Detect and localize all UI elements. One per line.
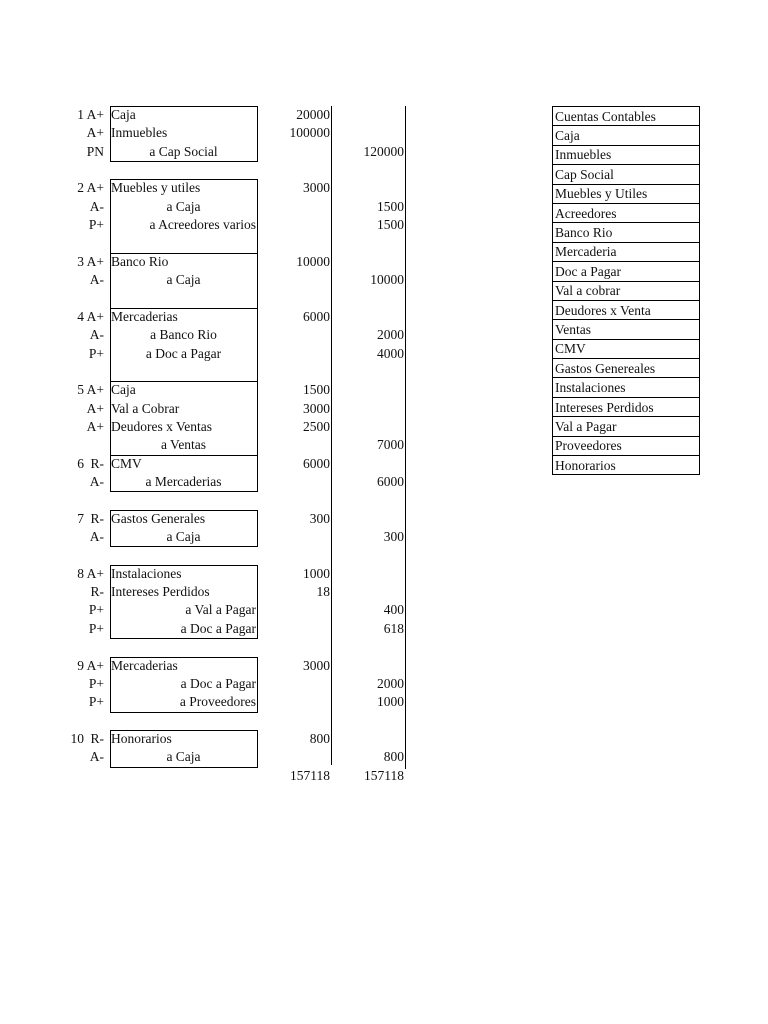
debit-amount: 18 — [316, 584, 330, 600]
entry-code: A+ — [86, 308, 104, 324]
credit-amount: 10000 — [370, 272, 404, 288]
debit-amount: 3000 — [303, 180, 330, 196]
credit-amount: 7000 — [377, 437, 404, 453]
entry-code: R- — [90, 510, 104, 526]
account-name: Cap Social — [553, 165, 700, 184]
entry-account: Mercaderias — [111, 308, 178, 324]
account-name: Deudores x Venta — [553, 300, 700, 319]
credit-amount: 1500 — [377, 217, 404, 233]
entry-account: Mercaderias — [111, 657, 178, 673]
entry-number: 9 — [77, 657, 84, 673]
account-row — [553, 165, 700, 184]
entry-account: Val a Cobrar — [111, 400, 180, 416]
account-row — [553, 203, 700, 222]
account-row — [553, 126, 700, 145]
debit-amount: 2500 — [303, 418, 330, 434]
entry-account: Inmuebles — [111, 125, 168, 141]
entry-number: 2 — [77, 180, 84, 196]
entry-number: 8 — [77, 565, 84, 581]
entry-account: CMV — [111, 455, 142, 471]
entry-code: R- — [90, 730, 104, 746]
entry-number: 4 — [77, 308, 84, 324]
entry-account: Gastos Generales — [111, 510, 206, 526]
account-name: Honorarios — [553, 456, 700, 475]
entry-account: a Caja — [166, 272, 201, 288]
entry-code: R- — [90, 584, 104, 600]
credit-amount: 120000 — [363, 143, 404, 159]
credit-amount: 2000 — [377, 675, 404, 691]
debit-amount: 3000 — [303, 400, 330, 416]
account-row — [553, 300, 700, 319]
account-name: Muebles y Utiles — [553, 184, 700, 203]
account-row — [553, 359, 700, 378]
entry-code: A+ — [86, 253, 104, 269]
entry-account: a Doc a Pagar — [180, 620, 256, 636]
account-name: Banco Rio — [553, 223, 700, 242]
credit-amount: 618 — [383, 620, 404, 636]
entry-code: A- — [89, 327, 104, 343]
credit-amount: 300 — [383, 529, 404, 545]
entry-account: a Caja — [166, 529, 201, 545]
debit-amount: 10000 — [296, 253, 330, 269]
entry-code: A- — [89, 749, 104, 765]
entry-account: a Ventas — [160, 437, 207, 453]
account-name: Gastos Genereales — [553, 359, 700, 378]
account-row — [553, 397, 700, 416]
account-row — [553, 378, 700, 397]
account-name: Val a cobrar — [553, 281, 700, 300]
accounts-table — [552, 106, 700, 475]
debit-amount: 800 — [309, 730, 330, 746]
debit-amount: 1500 — [303, 382, 330, 398]
credit-amount: 2000 — [377, 327, 404, 343]
entry-number: 3 — [77, 253, 84, 269]
entry-account: a Doc a Pagar — [180, 675, 256, 691]
account-row — [553, 184, 700, 203]
entry-account: Banco Rio — [111, 253, 169, 269]
entry-number: 1 — [77, 107, 84, 122]
credit-amount: 6000 — [377, 474, 404, 489]
entry-code: P+ — [88, 694, 104, 710]
debit-amount: 1000 — [303, 565, 330, 581]
entry-account: a Doc a Pagar — [145, 345, 222, 361]
account-row — [553, 436, 700, 455]
entry-code: P+ — [88, 217, 104, 233]
total-credit: 157118 — [364, 767, 404, 783]
account-row — [553, 456, 700, 475]
accounts-title-row — [553, 107, 700, 126]
entry-account: Caja — [111, 382, 136, 398]
entry-account: Instalaciones — [111, 565, 182, 581]
entry-code: PN — [86, 143, 104, 159]
entry-code: A+ — [86, 565, 104, 581]
account-name: Proveedores — [553, 436, 700, 455]
debit-column-line — [331, 106, 332, 765]
account-row — [553, 417, 700, 436]
accounts-title: Cuentas Contables — [553, 107, 700, 126]
entry-account: a Proveedores — [179, 694, 256, 710]
entry-code: P+ — [88, 620, 104, 636]
account-row — [553, 339, 700, 358]
account-row — [553, 223, 700, 242]
entry-number: 6 — [77, 455, 84, 471]
account-name: Intereses Perdidos — [553, 397, 700, 416]
entry-code: A- — [89, 529, 104, 545]
credit-amount: 1500 — [377, 198, 404, 214]
debit-amount: 100000 — [289, 125, 330, 141]
account-row — [553, 320, 700, 339]
account-row — [553, 262, 700, 281]
entry-account: a Acreedores varios — [149, 217, 256, 233]
entry-code: P+ — [88, 602, 104, 618]
entry-code: A+ — [86, 400, 104, 416]
entry-number: 10 — [70, 730, 84, 746]
credit-column-line — [405, 106, 406, 769]
account-row — [553, 281, 700, 300]
entry-code: P+ — [88, 675, 104, 691]
entry-account: a Banco Rio — [150, 327, 217, 343]
account-name: Caja — [553, 126, 700, 145]
entry-code: A+ — [86, 125, 104, 141]
entry-code: A- — [89, 474, 104, 489]
account-name: Acreedores — [553, 203, 700, 222]
debit-amount: 6000 — [303, 308, 330, 324]
entry-account: Caja — [111, 107, 136, 122]
account-name: Val a Pagar — [553, 417, 700, 436]
credit-amount: 4000 — [377, 345, 404, 361]
debit-amount: 3000 — [303, 657, 330, 673]
entry-number: 7 — [77, 510, 84, 526]
account-name: Doc a Pagar — [553, 262, 700, 281]
account-name: Inmuebles — [553, 145, 700, 164]
entry-code: A+ — [86, 382, 104, 398]
account-row — [553, 242, 700, 261]
debit-amount: 6000 — [303, 455, 330, 471]
credit-amount: 800 — [383, 749, 404, 765]
entry-code: P+ — [88, 345, 104, 361]
entry-account: a Cap Social — [149, 143, 218, 159]
entry-code: R- — [90, 455, 104, 471]
debit-amount: 300 — [309, 510, 330, 526]
entry-number: 5 — [77, 382, 84, 398]
entry-code: A+ — [86, 657, 104, 673]
account-name: Mercaderia — [553, 242, 700, 261]
credit-amount: 1000 — [377, 694, 404, 710]
debit-amount: 20000 — [296, 107, 330, 122]
entry-account: a Val a Pagar — [185, 602, 256, 618]
account-row — [553, 145, 700, 164]
account-name: Ventas — [553, 320, 700, 339]
entry-code: A+ — [86, 180, 104, 196]
entry-account: a Caja — [166, 198, 201, 214]
entry-code: A- — [89, 272, 104, 288]
entry-account: a Caja — [166, 749, 201, 765]
entry-code: A+ — [86, 418, 104, 434]
entry-account: Honorarios — [111, 730, 172, 746]
account-name: Instalaciones — [553, 378, 700, 397]
entry-account: Intereses Perdidos — [111, 584, 210, 600]
entry-account: Deudores x Ventas — [111, 418, 212, 434]
entry-code: A- — [89, 198, 104, 214]
entry-account: Muebles y utiles — [111, 180, 201, 196]
total-debit: 157118 — [290, 767, 330, 783]
entry-account: a Mercaderias — [145, 474, 222, 489]
entry-code: A+ — [86, 107, 104, 122]
credit-amount: 400 — [383, 602, 404, 618]
account-name: CMV — [553, 339, 700, 358]
